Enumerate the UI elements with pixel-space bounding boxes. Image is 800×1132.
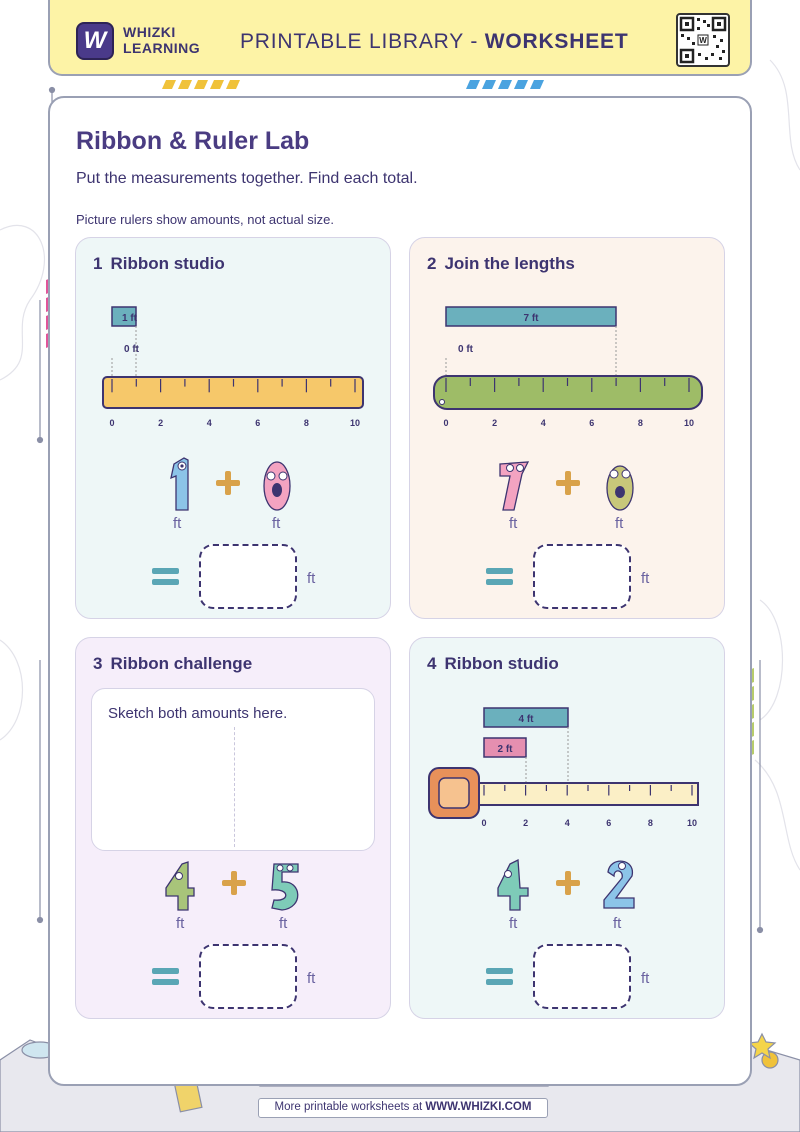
ribbon-bottom-label: 2 ft	[497, 744, 513, 755]
ruler-tick-label: 8	[637, 418, 643, 428]
unit-label: ft	[613, 915, 622, 932]
equals-sign	[152, 568, 179, 585]
footer-link[interactable]	[258, 1098, 548, 1118]
whizki-logo-icon: W	[76, 22, 114, 60]
ruler-tick-label: 2	[523, 818, 529, 828]
footer-text: More printable worksheets at	[274, 1101, 426, 1113]
unit-label: ft	[279, 915, 288, 932]
unit-label: ft	[272, 515, 281, 532]
header-title	[240, 30, 628, 54]
plus-sign	[216, 471, 240, 495]
green-number-four-monster-icon	[498, 860, 528, 910]
ruler-tick-label: 10	[349, 418, 361, 428]
brand-name	[123, 24, 200, 56]
blue-number-two-monster-icon	[604, 861, 634, 908]
ruler-tick-label: 4	[206, 418, 212, 428]
panel-1	[75, 237, 391, 619]
panel-number: 2	[427, 254, 437, 273]
answer-box[interactable]	[533, 944, 631, 1009]
ribbon-label: 1 ft	[122, 313, 137, 324]
plus-sign	[556, 871, 580, 895]
ruler-tick-label: 4	[540, 418, 546, 428]
panel-number: 4	[427, 654, 437, 673]
panel-title-text: Ribbon studio	[110, 254, 225, 273]
equals-sign	[152, 968, 179, 985]
ruler-tick-label: 2	[492, 418, 498, 428]
tape-strip	[476, 783, 698, 805]
panel-number: 1	[93, 254, 103, 273]
answer-box[interactable]	[199, 544, 297, 609]
worksheet-title: Ribbon & Ruler Lab	[76, 127, 310, 155]
unit-label: ft	[509, 515, 518, 532]
panel-title-text: Join the lengths	[444, 254, 575, 273]
header-title-strong: WORKSHEET	[484, 30, 629, 53]
ruler-tick-label: 10	[686, 818, 698, 828]
unit-label: ft	[509, 915, 518, 932]
plus-sign	[222, 871, 246, 895]
brand-line-2: LEARNING	[123, 40, 201, 56]
ribbon-top-label: 4 ft	[518, 714, 534, 725]
ruler-tick-label: 4	[564, 818, 570, 828]
header-title-prefix: PRINTABLE LIBRARY -	[240, 30, 485, 53]
ribbon-label: 7 ft	[523, 313, 539, 324]
panel-title-text: Ribbon challenge	[110, 654, 253, 673]
unit-label: ft	[307, 570, 316, 587]
qr-code-icon[interactable]	[676, 13, 730, 67]
unit-label: ft	[176, 915, 185, 932]
pink-number-seven-monster-icon	[500, 462, 528, 510]
worksheet-subtitle: Put the measurements together. Find each total.	[76, 170, 418, 187]
unit-label: ft	[615, 515, 624, 532]
ruler-tick-label: 8	[647, 818, 653, 828]
ruler-tick-label: 0	[109, 418, 115, 428]
unit-label: ft	[173, 515, 182, 532]
worksheet-note: Picture rulers show amounts, not actual size.	[76, 212, 334, 227]
ruler-tick-label: 2	[158, 418, 164, 428]
panel-4	[409, 637, 725, 1019]
teal-number-five-monster-icon	[272, 864, 298, 910]
panel-3	[75, 637, 391, 1019]
blue-number-one-monster-icon	[171, 458, 188, 510]
header-bar	[48, 0, 752, 76]
unit-label: ft	[307, 970, 316, 987]
answer-box[interactable]	[533, 544, 631, 609]
zero-label: 0 ft	[124, 344, 139, 355]
ruler-tick-label: 8	[303, 418, 309, 428]
olive-fuzzy-monster-icon	[607, 466, 633, 510]
equals-sign	[486, 568, 513, 585]
panel-2	[409, 237, 725, 619]
ruler-tick-label: 10	[683, 418, 695, 428]
svg-text:W: W	[699, 36, 707, 45]
pink-fuzzy-monster-icon	[264, 462, 290, 510]
panel-title-text: Ribbon studio	[444, 654, 559, 673]
ruler-tick-label: 6	[606, 818, 612, 828]
sketch-label: Sketch both amounts here.	[108, 705, 288, 722]
answer-box[interactable]	[199, 944, 297, 1009]
equals-sign	[486, 968, 513, 985]
ruler-tick-label: 0	[481, 818, 487, 828]
unit-label: ft	[641, 570, 650, 587]
ruler-tick-label: 6	[589, 418, 595, 428]
green-number-four-monster-icon	[166, 862, 194, 910]
ruler-tick-label: 0	[443, 418, 449, 428]
ruler-tick-label: 6	[255, 418, 261, 428]
unit-label: ft	[641, 970, 650, 987]
zero-label: 0 ft	[458, 344, 473, 355]
footer-url: WWW.WHIZKI.COM	[425, 1101, 532, 1113]
brand-line-1: WHIZKI	[123, 24, 176, 40]
plus-sign	[556, 471, 580, 495]
panel-number: 3	[93, 654, 103, 673]
